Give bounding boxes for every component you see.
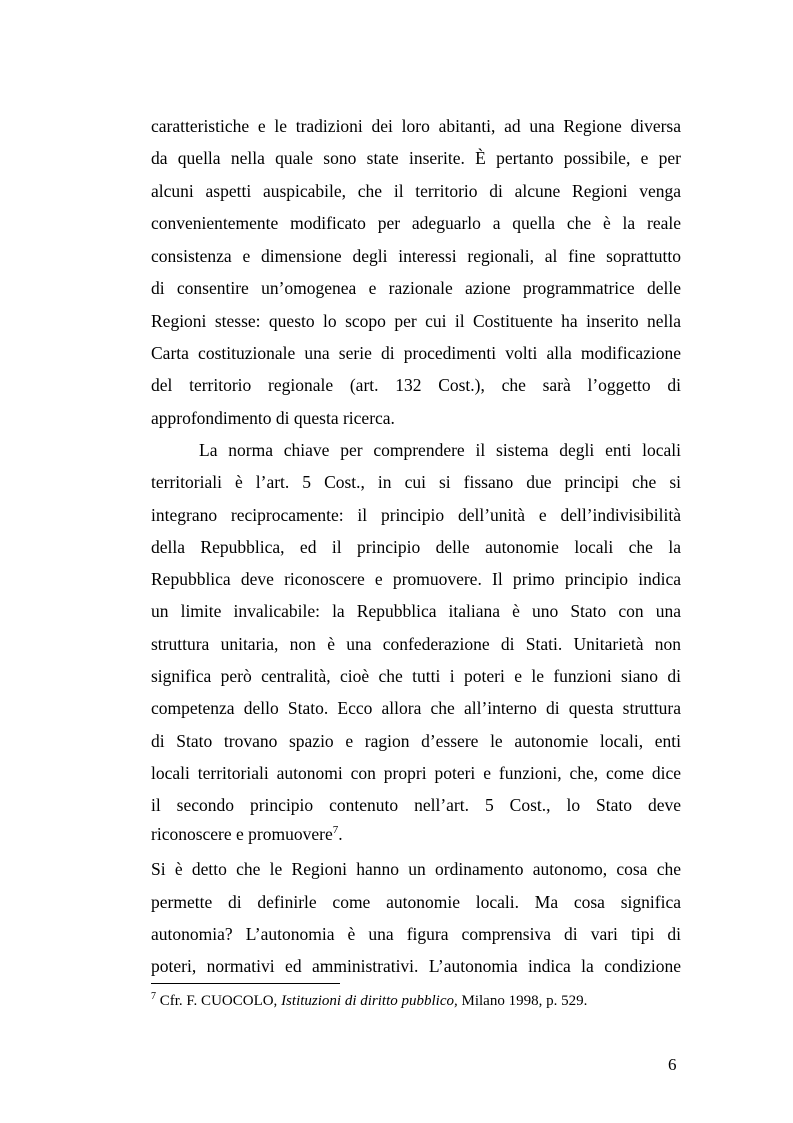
text-line: del territorio regionale (art. 132 Cost.), che sarà l’oggetto di [151, 375, 681, 395]
footnote [151, 992, 587, 1010]
text-line: della Repubblica, ed il principio delle autonomie locali che la [151, 537, 681, 557]
text-line: da quella nella quale sono state inserite. È pertanto possibile, e per [151, 148, 681, 168]
text-line-content: riconoscere e promuovere [151, 824, 333, 844]
text-line: un limite invalicabile: la Repubblica italiana è uno Stato con una [151, 601, 681, 621]
footnote-divider [151, 983, 340, 984]
text-line: struttura unitaria, non è una confederazione di Stati. Unitarietà non [151, 634, 681, 654]
footnote-prefix: Cfr. F. CUOCOLO, [156, 993, 282, 1009]
text-line: Regioni stesse: questo lo scopo per cui il Costituente ha inserito nella [151, 311, 681, 331]
text-line: significa però centralità, cioè che tutti i poteri e le funzioni siano di [151, 666, 681, 686]
text-line: di consentire un’omogenea e razionale azione programmatrice delle [151, 278, 681, 298]
text-line: consistenza e dimensione degli interessi regionali, al fine soprattutto [151, 246, 681, 266]
footnote-title: Istituzioni di diritto pubblico [281, 993, 454, 1009]
text-line: il secondo principio contenuto nell’art. 5 Cost., lo Stato deve [151, 795, 681, 815]
text-line: permette di definirle come autonomie locali. Ma cosa significa [151, 892, 681, 912]
text-line: alcuni aspetti auspicabile, che il territorio di alcune Regioni venga [151, 181, 681, 201]
text-line: approfondimento di questa ricerca. [151, 408, 395, 428]
page-number: 6 [668, 1055, 677, 1074]
footnote-suffix: , Milano 1998, p. 529. [454, 993, 588, 1009]
text-line: locali territoriali autonomi con propri poteri e funzioni, che, come dice [151, 763, 681, 783]
footnote-number: 7 [151, 991, 156, 1002]
text-line: Si è detto che le Regioni hanno un ordinamento autonomo, cosa che [151, 859, 681, 879]
text-line: autonomia? L’autonomia è una figura comprensiva di vari tipi di [151, 924, 681, 944]
text-line [151, 824, 681, 844]
text-line: Carta costituzionale una serie di procedimenti volti alla modificazione [151, 343, 681, 363]
footnote-reference: 7 [332, 824, 339, 836]
text-line: competenza dello Stato. Ecco allora che all’interno di questa struttura [151, 698, 681, 718]
text-line: di Stato trovano spazio e ragion d’essere le autonomie locali, enti [151, 731, 681, 751]
text-line: caratteristiche e le tradizioni dei loro abitanti, ad una Regione diversa [151, 116, 681, 136]
text-line: territoriali è l’art. 5 Cost., in cui si fissano due principi che si [151, 472, 681, 492]
text-line: La norma chiave per comprendere il sistema degli enti locali [199, 440, 681, 460]
sentence-end: . [338, 824, 343, 844]
text-line: convenientemente modificato per adeguarlo a quella che è la reale [151, 213, 681, 233]
text-line: Repubblica deve riconoscere e promuovere. Il primo principio indica [151, 569, 681, 589]
text-line: integrano reciprocamente: il principio dell’unità e dell’indivisibilità [151, 505, 681, 525]
text-line: poteri, normativi ed amministrativi. L’autonomia indica la condizione [151, 956, 681, 976]
